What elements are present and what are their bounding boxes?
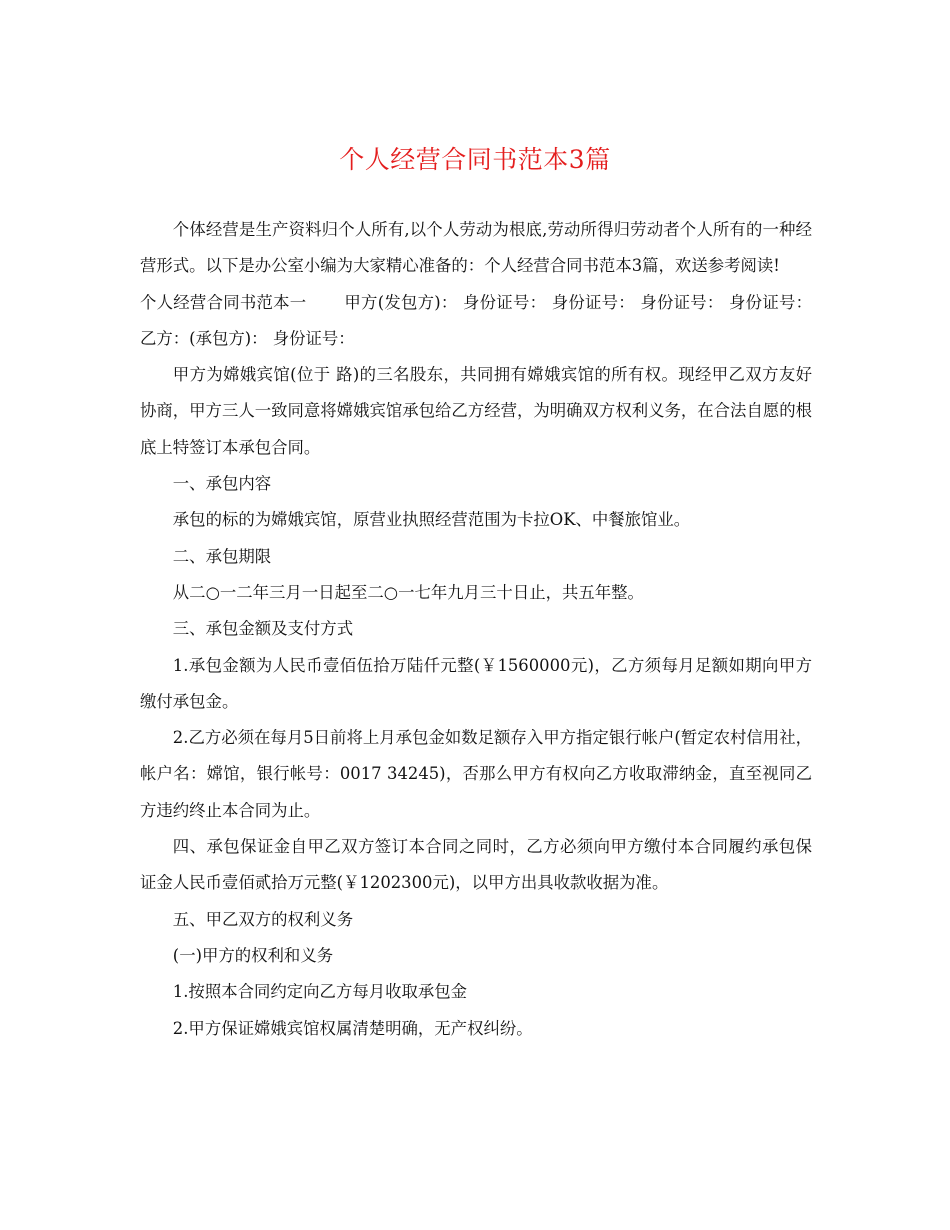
paragraph-payment-amount: 1.承包金额为人民币壹佰伍拾万陆仟元整(￥1560000元)，乙方须每月足额如期向甲方缴付承包金。 [140,655,812,711]
heading-payment: 三、承包金额及支付方式 [172,619,354,639]
parties-text: 甲方(发包方)： 身份证号： 身份证号： 身份证号： 身份证号： 乙方：(承包方)： 身份证号： [140,292,813,348]
paragraph-ownership: 甲方为嫦娥宾馆(位于 路)的三名股东，共同拥有嫦娥宾馆的所有权。现经甲乙双方友好协商，甲方三人一致同意将嫦娥宾馆承包给乙方经营，为明确双方权利义务，在合法自愿的根底上特签订本承包合同。 [140,365,813,457]
section-heading: 个人经营合同书范本一 [140,292,307,312]
document-title: 个人经营合同书范本3篇 [339,145,611,174]
document-body [140,212,812,1047]
paragraph-payment-deadline: 2.乙方必须在每月5日前将上月承包金如数足额存入甲方指定银行帐户(暂定农村信用社，帐户名：嫦馆，银行帐号：0017 34245)，否那么甲方有权向乙方收取滞纳金，直至视同乙方违约终止本合同为止。 [140,728,812,820]
heading-contract-content: 一、承包内容 [172,474,272,494]
paragraph-deposit: 四、承包保证金自甲乙双方签订本合同之同时，乙方必须向甲方缴付本合同履约承包保证金人民币壹佰贰拾万元整(￥1202300元)，以甲方出具收款收据为准。 [140,837,812,893]
paragraph-collect-fee: 1.按照本合同约定向乙方每月收取承包金 [172,982,468,1002]
paragraph-contract-term: 从二○一二年三月一日起至二○一七年九月三十日止，共五年整。 [172,582,644,602]
paragraph-ownership-guarantee: 2.甲方保证嫦娥宾馆权属清楚明确，无产权纠纷。 [172,1018,533,1038]
parties-paragraph [140,285,812,358]
heading-rights-obligations: 五、甲乙双方的权利义务 [172,909,354,929]
paragraph-contract-subject: 承包的标的为嫦娥宾馆，原营业执照经营范围为卡拉OK、中餐旅馆业。 [172,510,691,530]
heading-party-a-rights: (一)甲方的权利和义务 [172,945,334,965]
heading-contract-term: 二、承包期限 [172,546,272,566]
intro-paragraph: 个体经营是生产资料归个人所有,以个人劳动为根底,劳动所得归劳动者个人所有的一种经营形式。以下是办公室小编为大家精心准备的：个人经营合同书范本3篇，欢送参考阅读! [140,220,812,276]
